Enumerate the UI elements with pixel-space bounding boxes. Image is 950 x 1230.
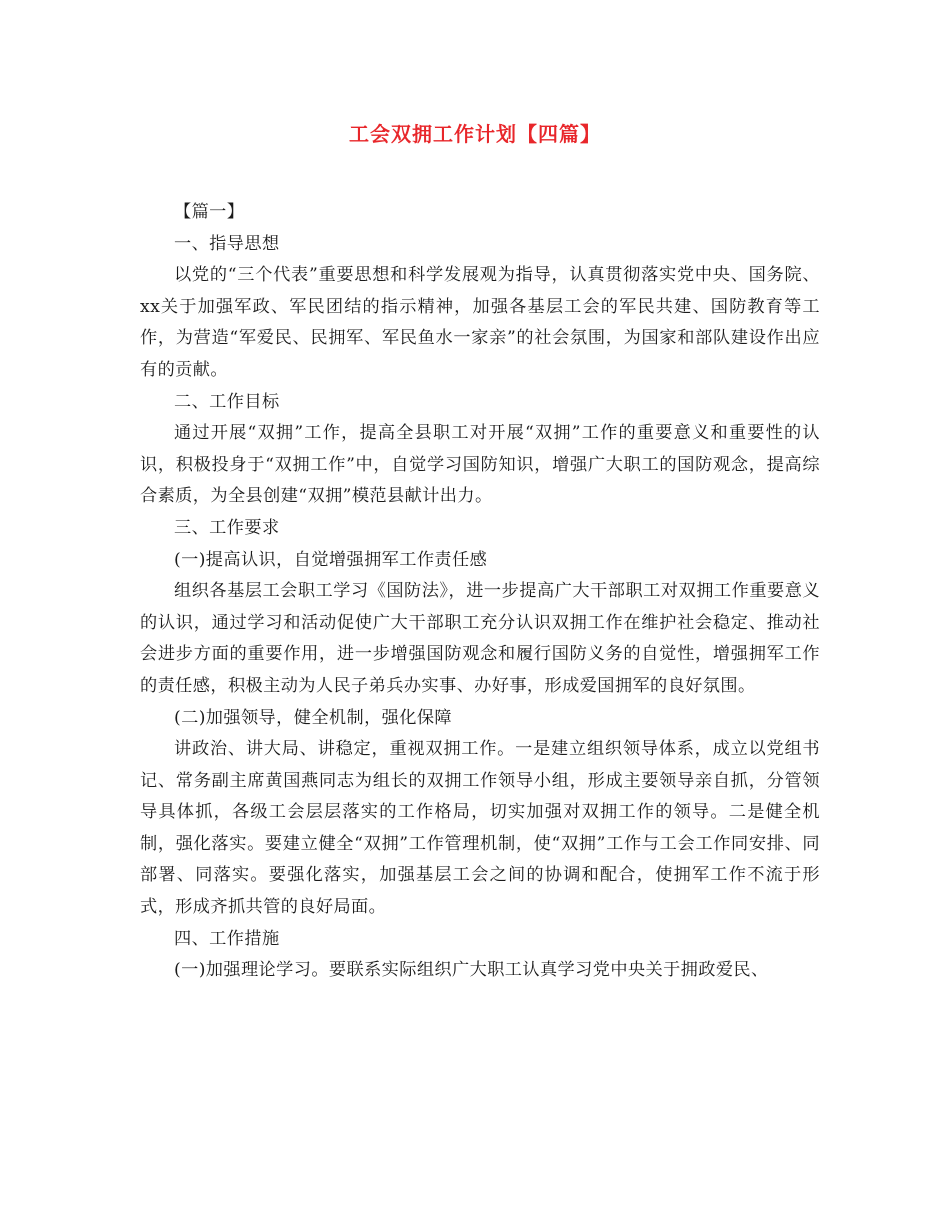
paragraph-theory-study: (一)加强理论学习。要联系实际组织广大职工认真学习党中央关于拥政爱民、 xyxy=(174,960,769,981)
section-heading-part-one: 【篇一】 xyxy=(174,202,245,222)
paragraph-guiding-ideology: 以党的“三个代表”重要思想和科学发展观为指导，认真贯彻落实党中央、国务院、xx关于加强军政、军民团结的指示精神，加强各基层工会的军民共建、国防教育等工作，为营造“军爱民、民拥军、军民鱼水一家亲”的社会氛围，为国家和部队建设作出应有的贡献。 xyxy=(140,265,820,380)
document-title: 工会双拥工作计划【四篇】 xyxy=(349,122,601,146)
paragraph-raise-awareness: 组织各基层工会职工学习《国防法》，进一步提高广大干部职工对双拥工作重要意义的认识，通过学习和活动促使广大干部职工充分认识双拥工作在维护社会稳定、推动社会进步方面的重要作用，进一步增强国防观念和履行国防义务的自觉性，增强拥军工作的责任感，积极主动为人民子弟兵办实事、办好事，形成爱国拥军的良好氛围。 xyxy=(140,581,820,696)
subheading-raise-awareness: (一)提高认识，自觉增强拥军工作责任感 xyxy=(174,549,488,570)
section-heading-work-measures: 四、工作措施 xyxy=(174,928,280,949)
subheading-strengthen-leadership: (二)加强领导，健全机制，强化保障 xyxy=(174,707,453,728)
section-heading-guiding-ideology: 一、指导思想 xyxy=(174,233,280,254)
paragraph-strengthen-leadership: 讲政治、讲大局、讲稳定，重视双拥工作。一是建立组织领导体系，成立以党组书记、常务副主席黄国燕同志为组长的双拥工作领导小组，形成主要领导亲自抓，分管领导具体抓，各级工会层层落实的工作格局，切实加强对双拥工作的领导。二是健全机制，强化落实。要建立健全“双拥”工作管理机制，使“双拥”工作与工会工作同安排、同部署、同落实。要强化落实，加强基层工会之间的协调和配合，使拥军工作不流于形式，形成齐抓共管的良好局面。 xyxy=(140,739,820,918)
section-heading-work-requirements: 三、工作要求 xyxy=(174,517,280,538)
paragraph-work-goals: 通过开展“双拥”工作，提高全县职工对开展“双拥”工作的重要意义和重要性的认识，积极投身于“双拥工作”中，自觉学习国防知识，增强广大职工的国防观念，提高综合素质，为全县创建“双拥”模范县献计出力。 xyxy=(140,423,820,507)
document-body xyxy=(140,197,820,987)
section-heading-work-goals: 二、工作目标 xyxy=(174,391,280,412)
